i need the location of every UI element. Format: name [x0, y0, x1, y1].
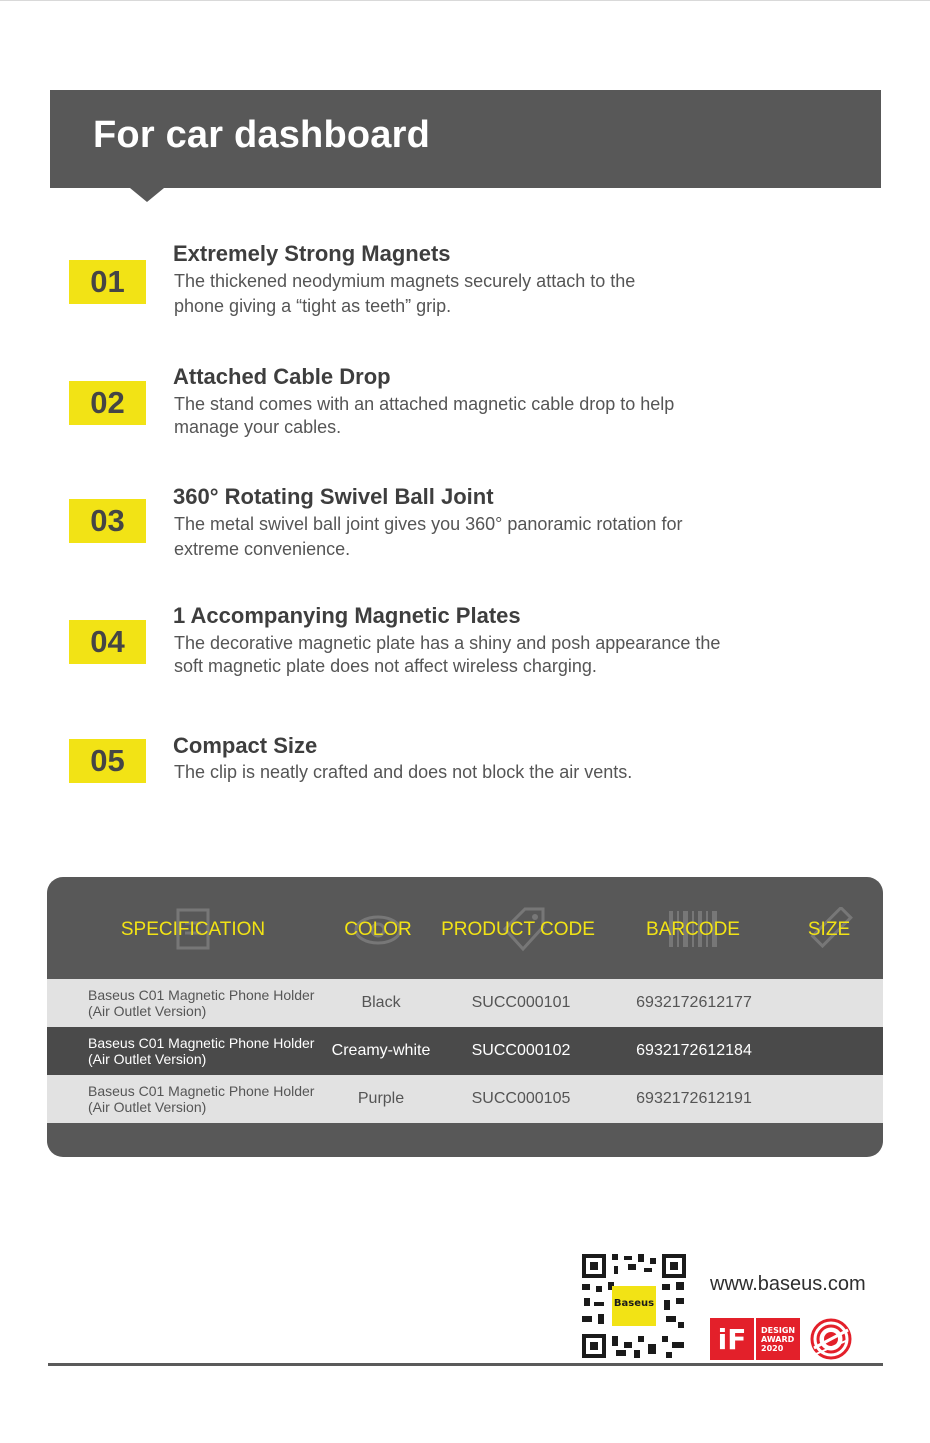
- spec-table-header: [47, 877, 883, 978]
- banner-pointer: [130, 188, 164, 202]
- spec-product-name: [88, 1027, 338, 1075]
- if-award-line: AWARD: [761, 1334, 795, 1344]
- if-award-text: [756, 1326, 795, 1353]
- spec-barcode: 6932172612191: [636, 1090, 752, 1107]
- product-name-line1: Baseus C01 Magnetic Phone Holder: [88, 1083, 315, 1099]
- table-row: [47, 1027, 883, 1075]
- spec-color: Creamy-white: [331, 1042, 431, 1059]
- feature-number-badge: 01: [69, 260, 146, 304]
- top-divider: [0, 0, 930, 1]
- product-name-line1: Baseus C01 Magnetic Phone Holder: [88, 987, 315, 1003]
- spec-header-size: SIZE: [807, 919, 851, 940]
- product-name-line1: Baseus C01 Magnetic Phone Holder: [88, 1035, 315, 1051]
- spec-product-code: SUCC000101: [471, 994, 571, 1011]
- feature-number-badge: 04: [69, 620, 146, 664]
- spec-barcode: 6932172612184: [636, 1042, 752, 1059]
- spec-header-product-code: PRODUCT CODE: [441, 919, 595, 940]
- spec-header-color: COLOR: [344, 919, 412, 940]
- qr-brand-label: Baseus: [613, 1298, 655, 1309]
- feature-title: Compact Size: [173, 733, 318, 758]
- feature-number-badge: 05: [69, 739, 146, 783]
- spec-header-barcode: BARCODE: [646, 919, 740, 940]
- if-award-line: 2020: [761, 1343, 784, 1353]
- feature-number-badge: 02: [69, 381, 146, 425]
- page-title: For car dashboard: [93, 114, 431, 156]
- product-name-line2: (Air Outlet Version): [88, 1051, 207, 1067]
- feature-description: The stand comes with an attached magnetic cable drop to help manage your cables.: [174, 394, 675, 437]
- feature-title: 360° Rotating Swivel Ball Joint: [173, 484, 494, 509]
- spec-product-name: [88, 979, 338, 1027]
- if-award-line: DESIGN: [761, 1325, 796, 1335]
- website-link[interactable]: www.baseus.com: [710, 1273, 866, 1295]
- table-row: [47, 979, 883, 1027]
- spec-color: Black: [361, 994, 401, 1011]
- spec-product-code: SUCC000105: [471, 1090, 571, 1107]
- product-name-line2: (Air Outlet Version): [88, 1099, 207, 1115]
- feature-description: The clip is neatly crafted and does not block the air vents.: [174, 762, 633, 782]
- spec-product-name: [88, 1075, 338, 1123]
- spec-barcode: 6932172612177: [636, 994, 752, 1011]
- feature-description: The decorative magnetic plate has a shiny and posh appearance the soft magnetic plate does not affect wireless charging.: [174, 633, 721, 676]
- feature-title: Extremely Strong Magnets: [173, 241, 451, 266]
- feature-title: 1 Accompanying Magnetic Plates: [173, 603, 521, 628]
- table-row: [47, 1075, 883, 1123]
- feature-title: Attached Cable Drop: [173, 364, 391, 389]
- product-name-line2: (Air Outlet Version): [88, 1003, 207, 1019]
- red-dot-award-icon: [810, 1318, 852, 1360]
- bottom-divider: [48, 1363, 883, 1366]
- header-banner: [50, 90, 881, 188]
- if-mark: iF: [710, 1318, 756, 1360]
- spec-table: [47, 877, 883, 1157]
- feature-description: The thickened neodymium magnets securely attach to the phone giving a “tight as teeth” grip.: [174, 271, 636, 316]
- feature-description: The metal swivel ball joint gives you 360° panoramic rotation for extreme convenience.: [174, 514, 683, 559]
- spec-product-code: SUCC000102: [471, 1042, 571, 1059]
- feature-number-badge: 03: [69, 499, 146, 543]
- spec-header-specification: SPECIFICATION: [120, 919, 266, 940]
- if-design-award-logo: [710, 1318, 800, 1360]
- spec-color: Purple: [357, 1090, 405, 1107]
